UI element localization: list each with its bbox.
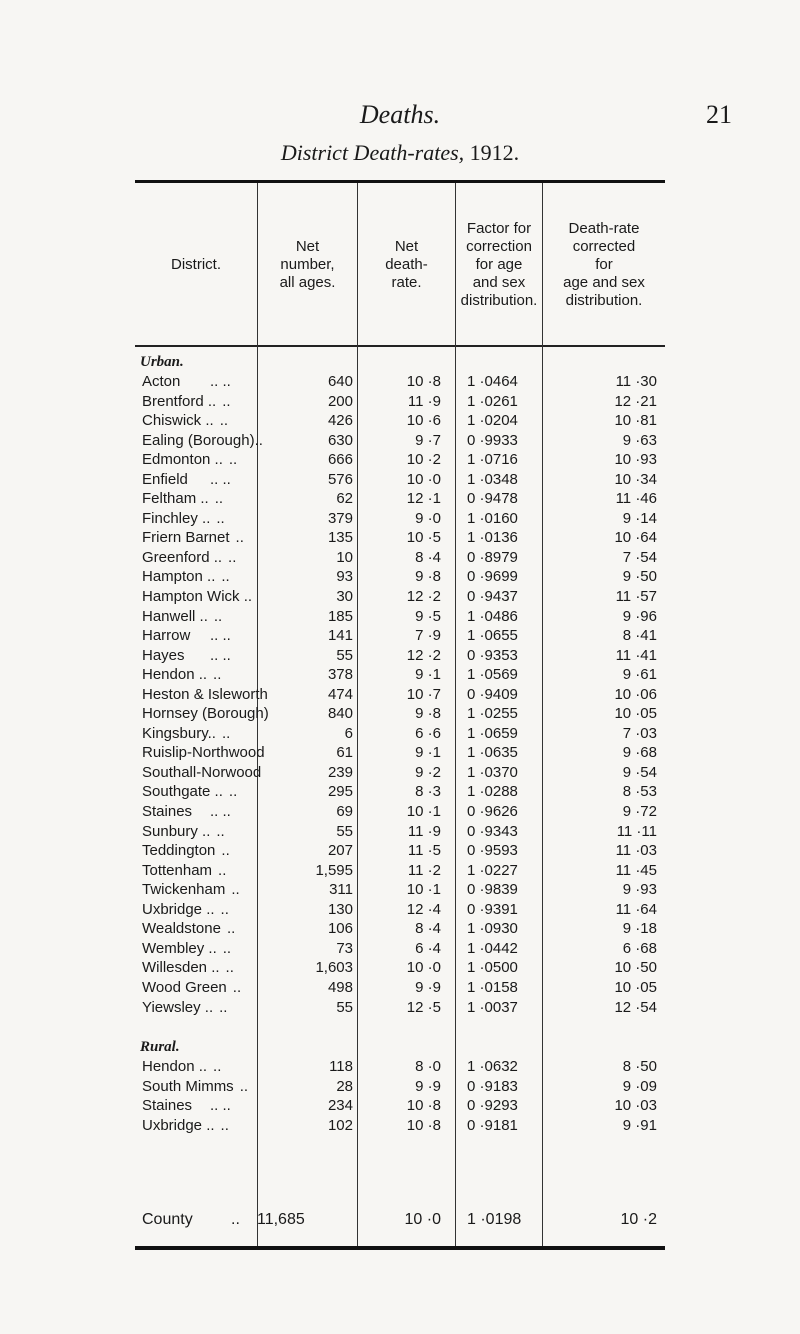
- table-row: Sunbury .. .. 55 11 ·9 0 ·9343 11 ·11: [142, 822, 657, 840]
- corrected-rate: 11 ·46: [615, 490, 657, 508]
- correction-factor: 0 ·9626: [467, 803, 518, 821]
- district-name: Wood Green: [142, 978, 227, 996]
- corrected-rate: 10 ·64: [614, 529, 657, 547]
- corrected-rate: 7 ·54: [622, 548, 657, 566]
- net-rate: 10 ·1: [406, 803, 441, 821]
- corrected-rate: 10 ·06: [614, 685, 657, 703]
- table-row: Kingsbury.. .. 6 6 ·6 1 ·0659 7 ·03: [142, 724, 657, 742]
- district-name: Chiswick ..: [142, 412, 214, 430]
- table-bottom-rule: [135, 1246, 665, 1250]
- net-number: 55: [336, 998, 353, 1016]
- table-title-text: District Death-rates,: [280, 140, 465, 165]
- net-rate: 7 ·9: [415, 627, 441, 645]
- corrected-rate: 9 ·72: [622, 803, 657, 821]
- district-name: Finchley ..: [142, 509, 211, 527]
- table-row: [135, 744, 665, 764]
- table-top-rule: [135, 180, 665, 183]
- net-rate: 8 ·0: [415, 1058, 441, 1075]
- net-number: 185: [327, 607, 353, 625]
- corrected-rate: 8 ·50: [622, 1058, 657, 1075]
- net-number: 840: [327, 705, 353, 723]
- table-title: [0, 140, 800, 166]
- table-row: Acton .. .. 640 10 ·8 1 ·0464 11 ·30: [142, 373, 657, 390]
- corrected-rate: 10 ·81: [614, 412, 657, 430]
- net-number: 311: [329, 881, 353, 899]
- district-name: Hayes: [142, 646, 185, 664]
- net-rate: 12 ·5: [406, 998, 441, 1016]
- net-rate: 10 ·8: [406, 1097, 441, 1115]
- net-number: 426: [327, 412, 353, 430]
- correction-factor: 1 ·0655: [467, 627, 518, 645]
- table-row: Edmonton .. .. 666 10 ·2 1 ·0716 10 ·93: [142, 451, 657, 469]
- correction-factor: 0 ·9183: [467, 1077, 518, 1095]
- corrected-rate: 11 ·11: [616, 822, 657, 840]
- correction-factor: 0 ·9478: [467, 490, 518, 508]
- district-name: Yiewsley ..: [142, 998, 214, 1016]
- district-name: Hendon ..: [142, 666, 208, 684]
- corrected-rate: 12 ·54: [614, 998, 657, 1016]
- county-factor: 1 ·0198: [467, 1211, 522, 1228]
- correction-factor: 0 ·9699: [467, 568, 518, 586]
- correction-factor: 0 ·9343: [467, 822, 518, 840]
- correction-factor: 1 ·0716: [467, 451, 518, 469]
- correction-factor: 0 ·9437: [467, 588, 518, 606]
- corrected-rate: 9 ·68: [622, 744, 657, 762]
- net-rate: 6 ·6: [415, 724, 441, 742]
- net-rate: 8 ·3: [415, 783, 441, 801]
- district-name: Feltham ..: [142, 490, 209, 508]
- district-name: Southall-Norwood: [142, 763, 262, 781]
- corrected-rate: 6 ·68: [622, 939, 657, 957]
- county-number: 11,685: [257, 1211, 305, 1228]
- corrected-rate: 11 ·03: [615, 842, 657, 860]
- net-rate: 10 ·0: [406, 470, 441, 488]
- net-number: 640: [327, 373, 353, 390]
- correction-factor: 1 ·0442: [467, 939, 518, 957]
- correction-factor: 1 ·0288: [467, 783, 518, 801]
- net-rate: 11 ·2: [407, 861, 441, 879]
- net-rate: 10 ·1: [406, 881, 441, 899]
- net-number: 1,603: [315, 959, 353, 977]
- corrected-rate: 11 ·64: [615, 900, 657, 918]
- section-urban: Urban.: [140, 354, 184, 370]
- district-name: Edmonton ..: [142, 451, 223, 469]
- correction-factor: 1 ·0227: [467, 861, 518, 879]
- corrected-rate: 9 ·18: [622, 920, 657, 938]
- net-rate: 12 ·2: [406, 646, 441, 664]
- table-row: Staines .. .. 69 10 ·1 0 ·9626 9 ·72: [142, 803, 657, 821]
- district-name: Uxbridge ..: [142, 1116, 215, 1134]
- net-rate: 8 ·4: [415, 920, 441, 938]
- district-name: Brentford ..: [142, 392, 217, 410]
- table-row: Uxbridge .. .. 130 12 ·4 0 ·9391 11 ·64: [142, 900, 657, 918]
- district-name: Willesden ..: [142, 959, 220, 977]
- corrected-rate: 12 ·21: [614, 392, 657, 410]
- table-row: Yiewsley .. .. 55 12 ·5 1 ·0037 12 ·54: [142, 998, 657, 1016]
- net-rate: 9 ·1: [415, 744, 441, 762]
- correction-factor: 1 ·0500: [467, 959, 518, 977]
- net-number: 73: [336, 939, 353, 957]
- corrected-rate: 7 ·03: [622, 724, 657, 742]
- net-number: 200: [327, 392, 353, 410]
- net-rate: 10 ·7: [406, 685, 441, 703]
- corrected-rate: 9 ·14: [622, 509, 657, 527]
- district-name: Friern Barnet: [142, 529, 230, 547]
- corrected-rate: 11 ·45: [615, 861, 657, 879]
- page-number: 21: [706, 100, 732, 129]
- correction-factor: 1 ·0037: [467, 998, 518, 1016]
- correction-factor: 0 ·9391: [467, 900, 518, 918]
- table-row: Brentford .. .. 200 11 ·9 1 ·0261 12 ·21: [142, 392, 657, 410]
- corrected-rate: 9 ·61: [622, 666, 657, 684]
- table-row: Enfield .. .. 576 10 ·0 1 ·0348 10 ·34: [142, 470, 657, 488]
- net-number: 295: [327, 783, 353, 801]
- net-rate: 12 ·2: [406, 588, 441, 606]
- correction-factor: 1 ·0370: [467, 763, 518, 781]
- correction-factor: 1 ·0659: [467, 724, 518, 742]
- corrected-rate: 9 ·54: [622, 763, 657, 781]
- net-rate: 9 ·2: [415, 763, 441, 781]
- table-row: [135, 588, 665, 608]
- corrected-rate: 10 ·05: [614, 978, 657, 996]
- net-rate: 11 ·9: [407, 822, 441, 840]
- corrected-rate: 8 ·41: [622, 627, 657, 645]
- net-number: 630: [327, 431, 353, 449]
- district-name: Staines: [142, 1097, 193, 1115]
- table-row: Staines .. .. 234 10 ·8 0 ·9293 10 ·03: [142, 1097, 657, 1115]
- district-name: Tottenham: [142, 861, 213, 879]
- net-number: 666: [327, 451, 353, 469]
- net-number: 10: [336, 548, 353, 566]
- net-number: 378: [327, 666, 353, 684]
- correction-factor: 1 ·0158: [467, 978, 518, 996]
- corrected-rate: 11 ·30: [615, 373, 657, 390]
- header-rule: [135, 345, 665, 347]
- net-number: 118: [329, 1058, 353, 1075]
- district-name: Wealdstone: [142, 920, 221, 938]
- table-row: Wembley .. .. 73 6 ·4 1 ·0442 6 ·68: [142, 939, 657, 957]
- table-row: Hanwell .. .. 185 9 ·5 1 ·0486 9 ·96: [142, 607, 657, 625]
- correction-factor: 0 ·8979: [467, 548, 518, 566]
- net-rate: 9 ·7: [415, 431, 441, 449]
- correction-factor: 0 ·9353: [467, 646, 518, 664]
- net-number: 6: [344, 724, 353, 742]
- section-rural: Rural.: [140, 1039, 180, 1055]
- table-row: Chiswick .. .. 426 10 ·6 1 ·0204 10 ·81: [142, 412, 657, 430]
- net-number: 498: [327, 978, 353, 996]
- correction-factor: 1 ·0160: [467, 509, 518, 527]
- district-name: Teddington: [142, 842, 216, 860]
- running-title: Deaths.: [359, 100, 441, 129]
- net-number: 135: [327, 529, 353, 547]
- table-row: Wood Green .. 498 9 ·9 1 ·0158 10 ·05: [142, 978, 657, 996]
- district-name: Ealing (Borough)..: [142, 431, 263, 449]
- net-rate: 10 ·0: [406, 959, 441, 977]
- district-name: Ruislip-Northwood: [142, 744, 265, 762]
- net-number: 207: [327, 842, 353, 860]
- net-number: 239: [327, 763, 353, 781]
- net-number: 62: [336, 490, 353, 508]
- net-number: 93: [336, 568, 353, 586]
- urban-rows: [135, 373, 665, 1018]
- net-rate: 10 ·8: [406, 1116, 441, 1134]
- net-number: 30: [336, 588, 353, 606]
- net-rate: 9 ·8: [415, 705, 441, 723]
- corrected-rate: 8 ·53: [622, 783, 657, 801]
- correction-factor: 1 ·0632: [467, 1058, 518, 1075]
- table-row: Friern Barnet .. 135 10 ·5 1 ·0136 10 ·64: [142, 529, 657, 547]
- table-row: [135, 705, 665, 725]
- net-number: 55: [336, 822, 353, 840]
- table-row: Hendon .. .. 118 8 ·0 1 ·0632 8 ·50: [142, 1058, 657, 1075]
- net-rate: 8 ·4: [415, 548, 441, 566]
- net-number: 474: [327, 685, 353, 703]
- table-row: Finchley .. .. 379 9 ·0 1 ·0160 9 ·14: [142, 509, 657, 527]
- corrected-rate: 9 ·09: [622, 1077, 657, 1095]
- net-rate: 9 ·1: [415, 666, 441, 684]
- county-corrected: 10 ·2: [620, 1211, 657, 1228]
- correction-factor: 1 ·0930: [467, 920, 518, 938]
- net-number: 102: [327, 1116, 353, 1134]
- corrected-rate: 9 ·50: [622, 568, 657, 586]
- district-name: Uxbridge ..: [142, 900, 215, 918]
- table-row: Feltham .. .. 62 12 ·1 0 ·9478 11 ·46: [142, 490, 657, 508]
- rural-rows: [135, 1058, 665, 1136]
- header-district: District.: [171, 256, 221, 273]
- district-name: Greenford ..: [142, 548, 223, 566]
- district-name: Wembley ..: [142, 939, 217, 957]
- table-row: Willesden .. .. 1,603 10 ·0 1 ·0500 10 ·50: [142, 959, 657, 977]
- running-head: [0, 100, 800, 130]
- corrected-rate: 10 ·03: [614, 1097, 657, 1115]
- net-rate: 11 ·5: [407, 842, 441, 860]
- county-label: County: [142, 1211, 193, 1228]
- correction-factor: 0 ·9409: [467, 685, 518, 703]
- correction-factor: 1 ·0464: [467, 373, 518, 390]
- table-row: Tottenham .. 1,595 11 ·2 1 ·0227 11 ·45: [142, 861, 657, 879]
- county-rate: 10 ·0: [404, 1211, 441, 1228]
- correction-factor: 0 ·9593: [467, 842, 518, 860]
- net-number: 141: [327, 627, 353, 645]
- district-name: Hendon ..: [142, 1058, 208, 1075]
- correction-factor: 1 ·0348: [467, 470, 518, 488]
- net-number: 130: [327, 900, 353, 918]
- correction-factor: 1 ·0569: [467, 666, 518, 684]
- net-rate: 11 ·9: [407, 392, 441, 410]
- district-name: Twickenham: [142, 881, 226, 899]
- correction-factor: 1 ·0261: [467, 392, 518, 410]
- net-rate: 10 ·6: [406, 412, 441, 430]
- net-rate: 6 ·4: [415, 939, 441, 957]
- net-rate: 12 ·4: [406, 900, 441, 918]
- table-row: [135, 432, 665, 452]
- header-factor: Factor for correction for age and sex distribution.: [460, 220, 538, 309]
- net-number: 69: [336, 803, 353, 821]
- correction-factor: 0 ·9839: [467, 881, 518, 899]
- net-rate: 9 ·9: [415, 1077, 441, 1095]
- table-row: Southgate .. .. 295 8 ·3 1 ·0288 8 ·53: [142, 783, 657, 801]
- table-row: [135, 686, 665, 706]
- county-total-row: [135, 1211, 665, 1233]
- district-name: South Mimms: [142, 1077, 234, 1095]
- net-rate: 9 ·5: [415, 607, 441, 625]
- district-name: Hampton ..: [142, 568, 216, 586]
- corrected-rate: 9 ·63: [622, 431, 657, 449]
- table-title-year: 1912.: [469, 140, 520, 165]
- district-name: Kingsbury..: [142, 724, 216, 742]
- net-number: 55: [336, 646, 353, 664]
- district-name: Hornsey (Borough): [142, 705, 269, 723]
- corrected-rate: 9 ·93: [622, 881, 657, 899]
- table-row: Hendon .. .. 378 9 ·1 1 ·0569 9 ·61: [142, 666, 657, 684]
- table-row: Hayes .. .. 55 12 ·2 0 ·9353 11 ·41: [142, 646, 657, 664]
- header-corrected-rate: Death-rate corrected for age and sex distribution.: [563, 220, 645, 309]
- net-rate: 10 ·2: [406, 451, 441, 469]
- table-row: Twickenham .. 311 10 ·1 0 ·9839 9 ·93: [142, 881, 657, 899]
- table-row: South Mimms .. 28 9 ·9 0 ·9183 9 ·09: [142, 1077, 657, 1095]
- corrected-rate: 10 ·93: [614, 451, 657, 469]
- district-name: Staines: [142, 803, 193, 821]
- net-rate: 10 ·5: [406, 529, 441, 547]
- correction-factor: 0 ·9293: [467, 1097, 518, 1115]
- district-name: Acton: [142, 373, 181, 390]
- table-row: Harrow .. .. 141 7 ·9 1 ·0655 8 ·41: [142, 627, 657, 645]
- table-row: Greenford .. .. 10 8 ·4 0 ·8979 7 ·54: [142, 548, 657, 566]
- correction-factor: 1 ·0255: [467, 705, 518, 723]
- table-row: Teddington .. 207 11 ·5 0 ·9593 11 ·03: [142, 842, 657, 860]
- table-row: [135, 764, 665, 784]
- net-rate: 12 ·1: [406, 490, 441, 508]
- header-net-number: Net number, all ages.: [279, 238, 336, 291]
- net-number: 576: [327, 470, 353, 488]
- net-number: 1,595: [315, 861, 353, 879]
- corrected-rate: 10 ·05: [614, 705, 657, 723]
- district-name: Southgate ..: [142, 783, 223, 801]
- county-dots: ..: [231, 1211, 240, 1228]
- table-row: Uxbridge .. .. 102 10 ·8 0 ·9181 9 ·91: [142, 1116, 657, 1134]
- district-name: Sunbury ..: [142, 822, 211, 840]
- net-number: 106: [327, 920, 353, 938]
- net-number: 379: [327, 509, 353, 527]
- district-name: Hanwell ..: [142, 607, 208, 625]
- district-name: Enfield: [142, 470, 188, 488]
- table-row: Wealdstone .. 106 8 ·4 1 ·0930 9 ·18: [142, 920, 657, 938]
- corrected-rate: 9 ·96: [622, 607, 657, 625]
- net-rate: 9 ·8: [415, 568, 441, 586]
- correction-factor: 0 ·9181: [467, 1116, 518, 1134]
- correction-factor: 0 ·9933: [467, 431, 518, 449]
- net-rate: 10 ·8: [406, 373, 441, 390]
- net-number: 234: [327, 1097, 353, 1115]
- corrected-rate: 11 ·41: [615, 646, 657, 664]
- district-name: Hampton Wick ..: [142, 588, 253, 606]
- correction-factor: 1 ·0136: [467, 529, 518, 547]
- district-name: Heston & Isleworth: [142, 685, 268, 703]
- corrected-rate: 9 ·91: [622, 1116, 657, 1134]
- correction-factor: 1 ·0204: [467, 412, 518, 430]
- corrected-rate: 10 ·50: [614, 959, 657, 977]
- corrected-rate: 10 ·34: [614, 470, 657, 488]
- correction-factor: 1 ·0486: [467, 607, 518, 625]
- table-row: Hampton .. .. 93 9 ·8 0 ·9699 9 ·50: [142, 568, 657, 586]
- corrected-rate: 11 ·57: [615, 588, 657, 606]
- net-rate: 9 ·0: [415, 509, 441, 527]
- net-number: 61: [336, 744, 353, 762]
- net-rate: 9 ·9: [415, 978, 441, 996]
- net-number: 28: [336, 1077, 353, 1095]
- header-net-rate: Net death- rate.: [385, 238, 428, 291]
- correction-factor: 1 ·0635: [467, 744, 518, 762]
- district-name: Harrow: [142, 627, 191, 645]
